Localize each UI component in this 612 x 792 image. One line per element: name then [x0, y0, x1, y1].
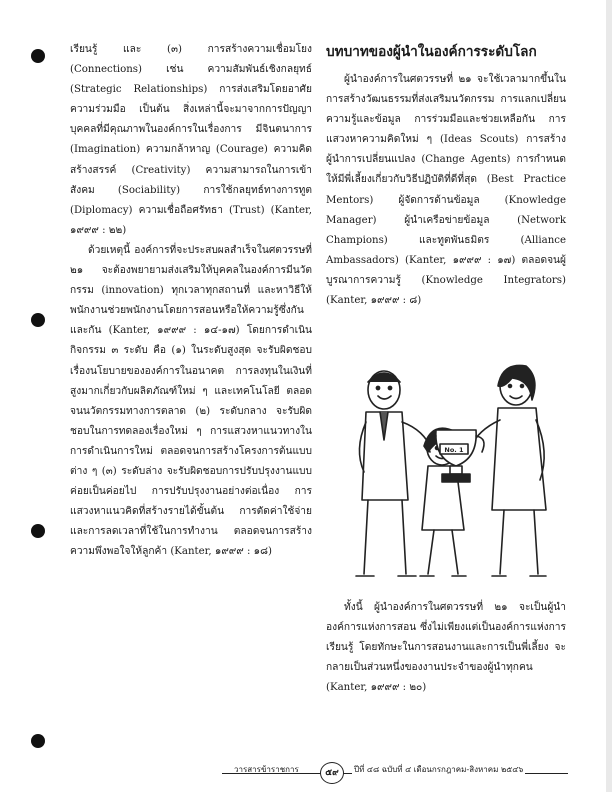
lower-right-column	[326, 598, 566, 698]
journal-name: วารสารข้าราชการ	[234, 765, 299, 774]
section-title: บทบาทของผู้นำในองค์การระดับโลก	[326, 44, 537, 60]
issue-info: ปีที่ ๔๘ ฉบับที่ ๔ เดือนกรกฎาคม-สิงหาคม ๒๕๔๖	[354, 765, 524, 774]
lower-paragraph-teaching: ทั้งนี้ ผู้นำองค์การในศตวรรษที่ ๒๑ จะเป็นผู้นำองค์การแห่งการสอน ซึ่งไม่เพียงแต่เป็นองค์การแห่งการเรียนรู้ โดยทักษะในการสอนงานและการเป็นพี่เลี้ยง จะกลายเป็นส่วนหนึ่งของงานประจำของผู้นำทุกคน (Kanter, ๑๙๙๙ : ๒๐)	[326, 602, 566, 694]
binder-hole-icon	[31, 524, 45, 538]
right-paragraph-leader-roles: ผู้นำองค์การในศตวรรษที่ ๒๑ จะใช้เวลามากขึ้นในการสร้างวัฒนธรรมที่ส่งเสริมนวัตกรรม การแลกเปลี่ยนความรู้และข้อมูล การร่วมมือและช่วยเหลือกัน การแสวงหาความคิดใหม่ ๆ (Ideas Scouts) การสร้างผู้นำการเปลี่ยนแปลง (Change Agents) การกำหนดให้มีพี่เลี้ยงเกี่ยวกับวิธีปฏิบัติที่ดีที่สุด (Best Practice Mentors) ผู้จัดการด้านข้อมูล (Knowledge Manager) ผู้นำเครือข่ายข้อมูล (Network Champions) และทูตพันธมิตร (Alliance Ambassadors) (Kanter, ๑๙๙๙ : ๑๗) ตลอดจนผู้บูรณาการความรู้ (Knowledge Integrators) (Kanter, ๑๙๙๙ : ๘)	[326, 74, 566, 307]
page-footer	[222, 762, 568, 784]
left-paragraph-connections: เรียนรู้ และ (๓) การสร้างความเชื่อมโยง (Connections) เช่น ความสัมพันธ์เชิงกลยุทธ์ (Strategic Relationships) การส่งเสริมโดยอาศัยความร่วมมือ เป็นต้น สิ่งเหล่านี้จะมาจากการปัญญาบุคคลที่มีคุณภาพในองค์การในเรื่องการ มีจินตนาการ (Imagination) ความกล้าหาญ (Courage) ความคิดสร้างสรรค์ (Creativity) ความสามารถในการเข้าสังคม (Sociability) การใช้กลยุทธ์ทางการทูต (Diplomacy) ความเชื่อถือศรัทธา (Trust) (Kanter, ๑๙๙๙ : ๒๒)	[70, 44, 312, 236]
left-column	[70, 40, 312, 562]
left-paragraph-innovation: ด้วยเหตุนี้ องค์การที่จะประสบผลสำเร็จในศตวรรษที่ ๒๑ จะต้องพยายามส่งเสริมให้บุคคลในองค์การมีนวัตกรรม (innovation) ทุกเวลาทุกสถานที่ และหาวิธีให้พนักงานช่วยพนักงานโดยการสอนหรือให้ความรู้ซึ่งกันและกัน (Kanter, ๑๙๙๙ : ๑๔-๑๗) โดยการดำเนินกิจกรรม ๓ ระดับ คือ (๑) ในระดับสูงสุด จะรับผิดชอบเรื่องนโยบายขององค์การในอนาคต การลงทุนในเงินที่สูงมากเกี่ยวกับผลิตภัณฑ์ใหม่ ๆ และเทคโนโลยี ตลอดจนนวัตกรรมทางการตลาด (๒) ระดับกลาง จะรับผิดชอบในการทดลองเรื่องใหม่ ๆ การแสวงหาแนวทางในการดำเนินการใหม่ ตลอดจนการสร้างโครงการต้นแบบต่าง ๆ (๓) ระดับล่าง จะรับผิดชอบการปรับปรุงงานแบบค่อยเป็นค่อยไป การปรับปรุงงานอย่างต่อเนื่อง การแสวงหาแนวคิดที่สร้างรายได้ขั้นต้น การตัดค่าใช้จ่ายและการลดเวลาที่ใช้ในการทำงาน ตลอดจนการสร้างความพึงพอใจให้ลูกค้า (Kanter, ๑๙๙๙ : ๑๘)	[70, 244, 312, 558]
page-number: ๕๙	[320, 762, 344, 784]
right-column	[326, 40, 566, 311]
page-edge-shadow	[606, 0, 612, 792]
binder-hole-icon	[31, 49, 45, 63]
binder-hole-icon	[31, 734, 45, 748]
trophy-label: No. 1	[444, 446, 464, 454]
trophy-cartoon-illustration	[344, 360, 556, 588]
binder-hole-icon	[31, 313, 45, 327]
